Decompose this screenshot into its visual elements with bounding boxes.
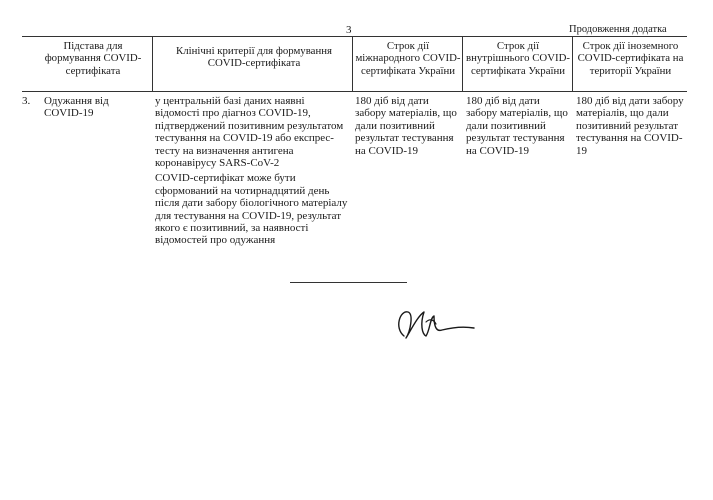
- table-header-border: [22, 91, 687, 92]
- header-basis: Підстава для формування COVID-сертифіката: [44, 40, 142, 77]
- signature-rule: [290, 282, 407, 283]
- column-divider: [352, 36, 353, 91]
- row-number: 3.: [22, 95, 31, 107]
- handwritten-signature: [390, 298, 480, 348]
- continuation-label: Продовження додатка: [569, 24, 667, 35]
- header-international-term: Строк дії міжнародного COVID-сертифіката України: [355, 40, 461, 77]
- table-top-border: [22, 36, 687, 37]
- header-domestic-term: Строк дії внутрішнього COVID-сертифіката України: [466, 40, 570, 77]
- column-divider: [462, 36, 463, 91]
- column-divider: [572, 36, 573, 91]
- header-foreign-term: Строк дії іноземного COVID-сертифіката на території України: [577, 40, 684, 77]
- row-foreign-term: 180 діб від дати забору матеріалів, що дали позитивний результат тестування на COVID-19: [576, 95, 684, 157]
- page-number: 3: [346, 24, 352, 36]
- row-basis: Одужання від COVID-19: [44, 95, 109, 120]
- row-domestic-term: 180 діб від дати забору матеріалів, що дали позитивний результат тестування на COVID-19: [466, 95, 568, 157]
- row-criteria: [155, 95, 351, 247]
- row-international-term: 180 діб від дати забору матеріалів, що дали позитивний результат тестування на COVID-19: [355, 95, 457, 157]
- column-divider: [152, 36, 153, 91]
- header-clinical-criteria: Клінічні критерії для формування COVID-сертифіката: [176, 45, 332, 70]
- criteria-paragraph-1: у центральній базі даних наявні відомості про діагноз COVID-19, підтверджений позитивним результатом тестування на COVID-19 або експрес-тесту на визначення антигена коронавірусу SARS-CoV-2: [155, 95, 344, 170]
- criteria-paragraph-2: COVID-сертифікат може бути сформований на чотирнадцятий день після дати забору біологічного матеріалу для тестування на COVID-19, результат якого є позитивний, за наявності відомостей про одужання: [155, 172, 348, 247]
